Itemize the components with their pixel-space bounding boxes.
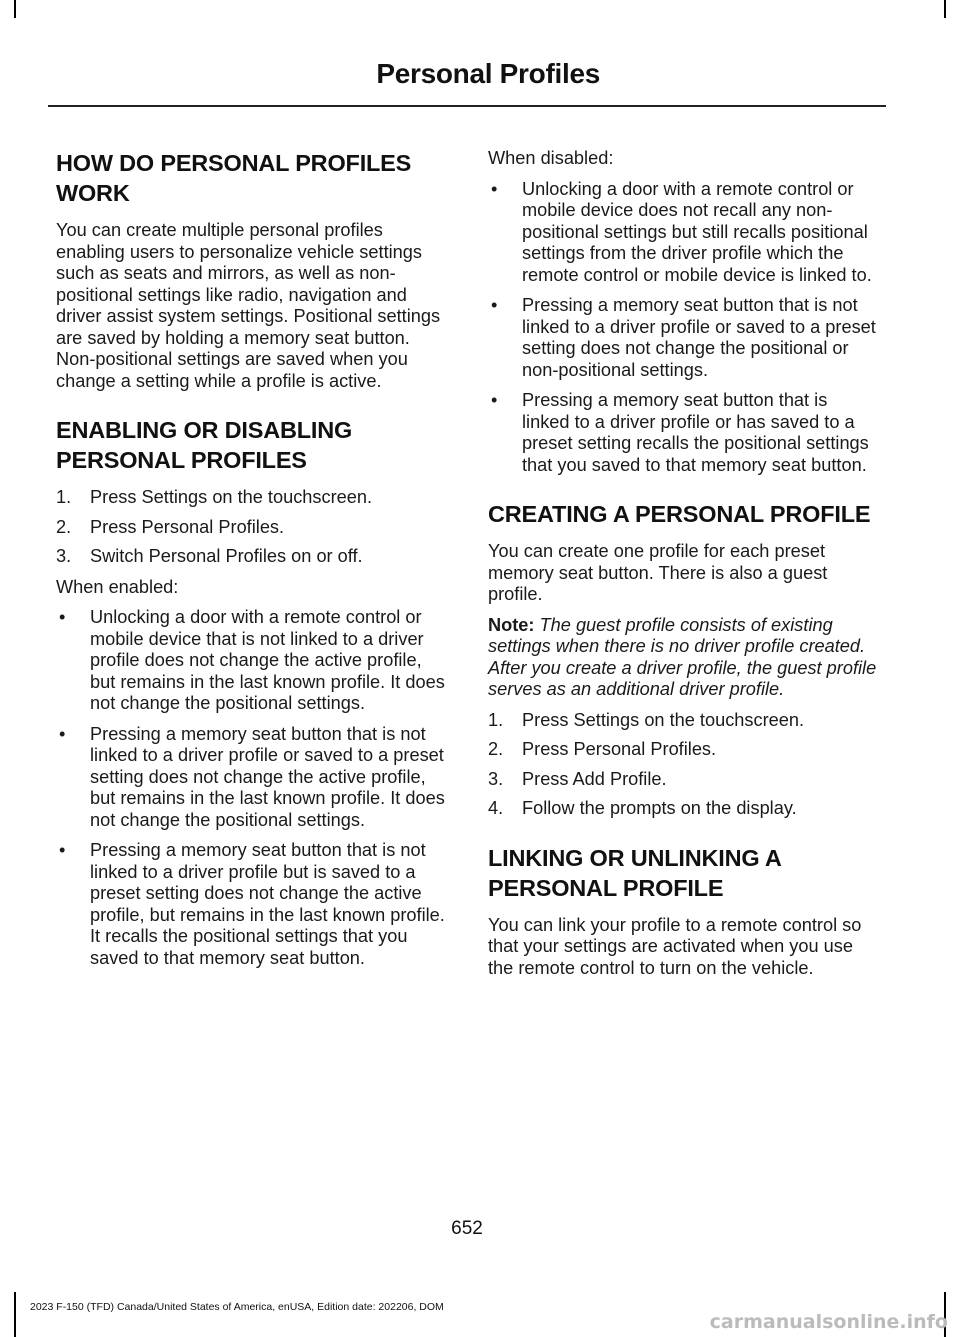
list-item [56, 546, 446, 568]
enabled-bullets-list [56, 607, 446, 969]
bullet-text: Unlocking a door with a remote control or mobile device does not recall any non-positional settings but still recalls positional settings from the driver profile which the remote control or mobile device is linked to. [522, 178, 872, 285]
step-text: Press Settings on the touchscreen. [90, 487, 373, 507]
list-item [488, 179, 878, 287]
enable-steps-list [56, 487, 446, 568]
paragraph-profiles-intro: You can create multiple personal profiles enabling users to personalize vehicle settings such as seats and mirrors, as well as non-positional settings like radio, navigation and driver assist system settings. Positional settings are saved by holding a memory seat button. Non-positional settings are saved when you change a setting while a profile is active. [56, 220, 441, 391]
bullet-icon: • [59, 607, 66, 627]
bullet-text: Pressing a memory seat button that is not linked to a driver profile but is saved to a preset setting does not change the active profile, but remains in the last known profile. It recalls the positional settings that you saved to that memory seat button. [90, 840, 445, 968]
note [488, 615, 878, 701]
bullet-text: Pressing a memory seat button that is linked to a driver profile or has saved to a preset setting recalls the positional settings that you saved to that memory seat button. [522, 390, 869, 475]
crop-mark-top-right [944, 0, 946, 18]
list-item [56, 517, 446, 539]
paragraph-creating-profile: You can create one profile for each preset memory seat button. There is also a guest profile. [488, 541, 828, 604]
list-item [488, 798, 878, 820]
heading-creating-profile: CREATING A PERSONAL PROFILE [488, 501, 871, 527]
bullet-icon: • [491, 390, 498, 410]
bullet-icon: • [491, 295, 498, 315]
step-text: Press Settings on the touchscreen. [522, 709, 805, 730]
when-enabled-label: When enabled: [56, 576, 179, 597]
crop-mark-top-left [14, 0, 16, 18]
list-item [56, 607, 446, 715]
step-number: 1. [488, 709, 504, 730]
list-item [56, 840, 446, 969]
bullet-icon: • [59, 840, 66, 860]
bullet-text: Pressing a memory seat button that is not linked to a driver profile or saved to a preset setting does not change the active profile, but remains in the last known profile. It does not change the positional settings. [90, 723, 445, 830]
list-item [488, 739, 878, 761]
page-number: 652 [451, 1218, 483, 1239]
step-number: 3. [488, 768, 504, 789]
when-disabled-label: When disabled: [488, 148, 614, 168]
heading-how-profiles-work: HOW DO PERSONAL PROFILES WORK [56, 150, 412, 206]
list-item [488, 295, 878, 381]
heading-linking-profile: LINKING OR UNLINKING A PERSONAL PROFILE [488, 844, 781, 901]
list-item [56, 724, 446, 832]
step-number: 4. [488, 798, 504, 818]
create-steps-list [488, 710, 878, 820]
list-item [488, 390, 878, 476]
step-number: 2. [488, 739, 504, 759]
heading-enabling-disabling: ENABLING OR DISABLING PERSONAL PROFILES [56, 417, 353, 473]
paragraph-linking-profile: You can link your profile to a remote control so that your settings are activated when you use the remote control to turn on the vehicle. [488, 914, 862, 978]
step-text: Press Personal Profiles. [90, 516, 285, 537]
step-text: Press Add Profile. [522, 768, 667, 789]
step-number: 3. [56, 546, 72, 566]
bullet-icon: • [491, 178, 498, 199]
note-label: Note: [488, 614, 535, 635]
title-divider [48, 105, 886, 107]
step-text: Switch Personal Profiles on or off. [90, 546, 363, 566]
note-text: The guest profile consists of existing settings when there is no driver profile created. After you create a driver profile, the guest profile serves as an additional driver profile. [488, 614, 877, 699]
step-text: Press Personal Profiles. [522, 739, 717, 759]
left-column [56, 148, 446, 978]
step-number: 1. [56, 487, 72, 507]
disabled-bullets-list [488, 179, 878, 477]
right-column [488, 148, 878, 988]
list-item [488, 710, 878, 732]
crop-mark-bottom-left [14, 1292, 16, 1337]
watermark: carmanualsonline.info [709, 1311, 948, 1333]
step-number: 2. [56, 516, 72, 537]
bullet-icon: • [59, 723, 66, 744]
bullet-text: Pressing a memory seat button that is not linked to a driver profile or saved to a preset setting does not change the positional or non-positional settings. [522, 295, 876, 380]
page-title: Personal Profiles [376, 58, 600, 89]
list-item [56, 487, 446, 509]
bullet-text: Unlocking a door with a remote control or mobile device that is not linked to a driver profile does not change the active profile, but remains in the last known profile. It does not change the positional settings. [90, 607, 445, 713]
list-item [488, 769, 878, 791]
footer-edition-info: 2023 F-150 (TFD) Canada/United States of America, enUSA, Edition date: 202206, DOM [30, 1301, 444, 1313]
step-text: Follow the prompts on the display. [522, 798, 797, 818]
